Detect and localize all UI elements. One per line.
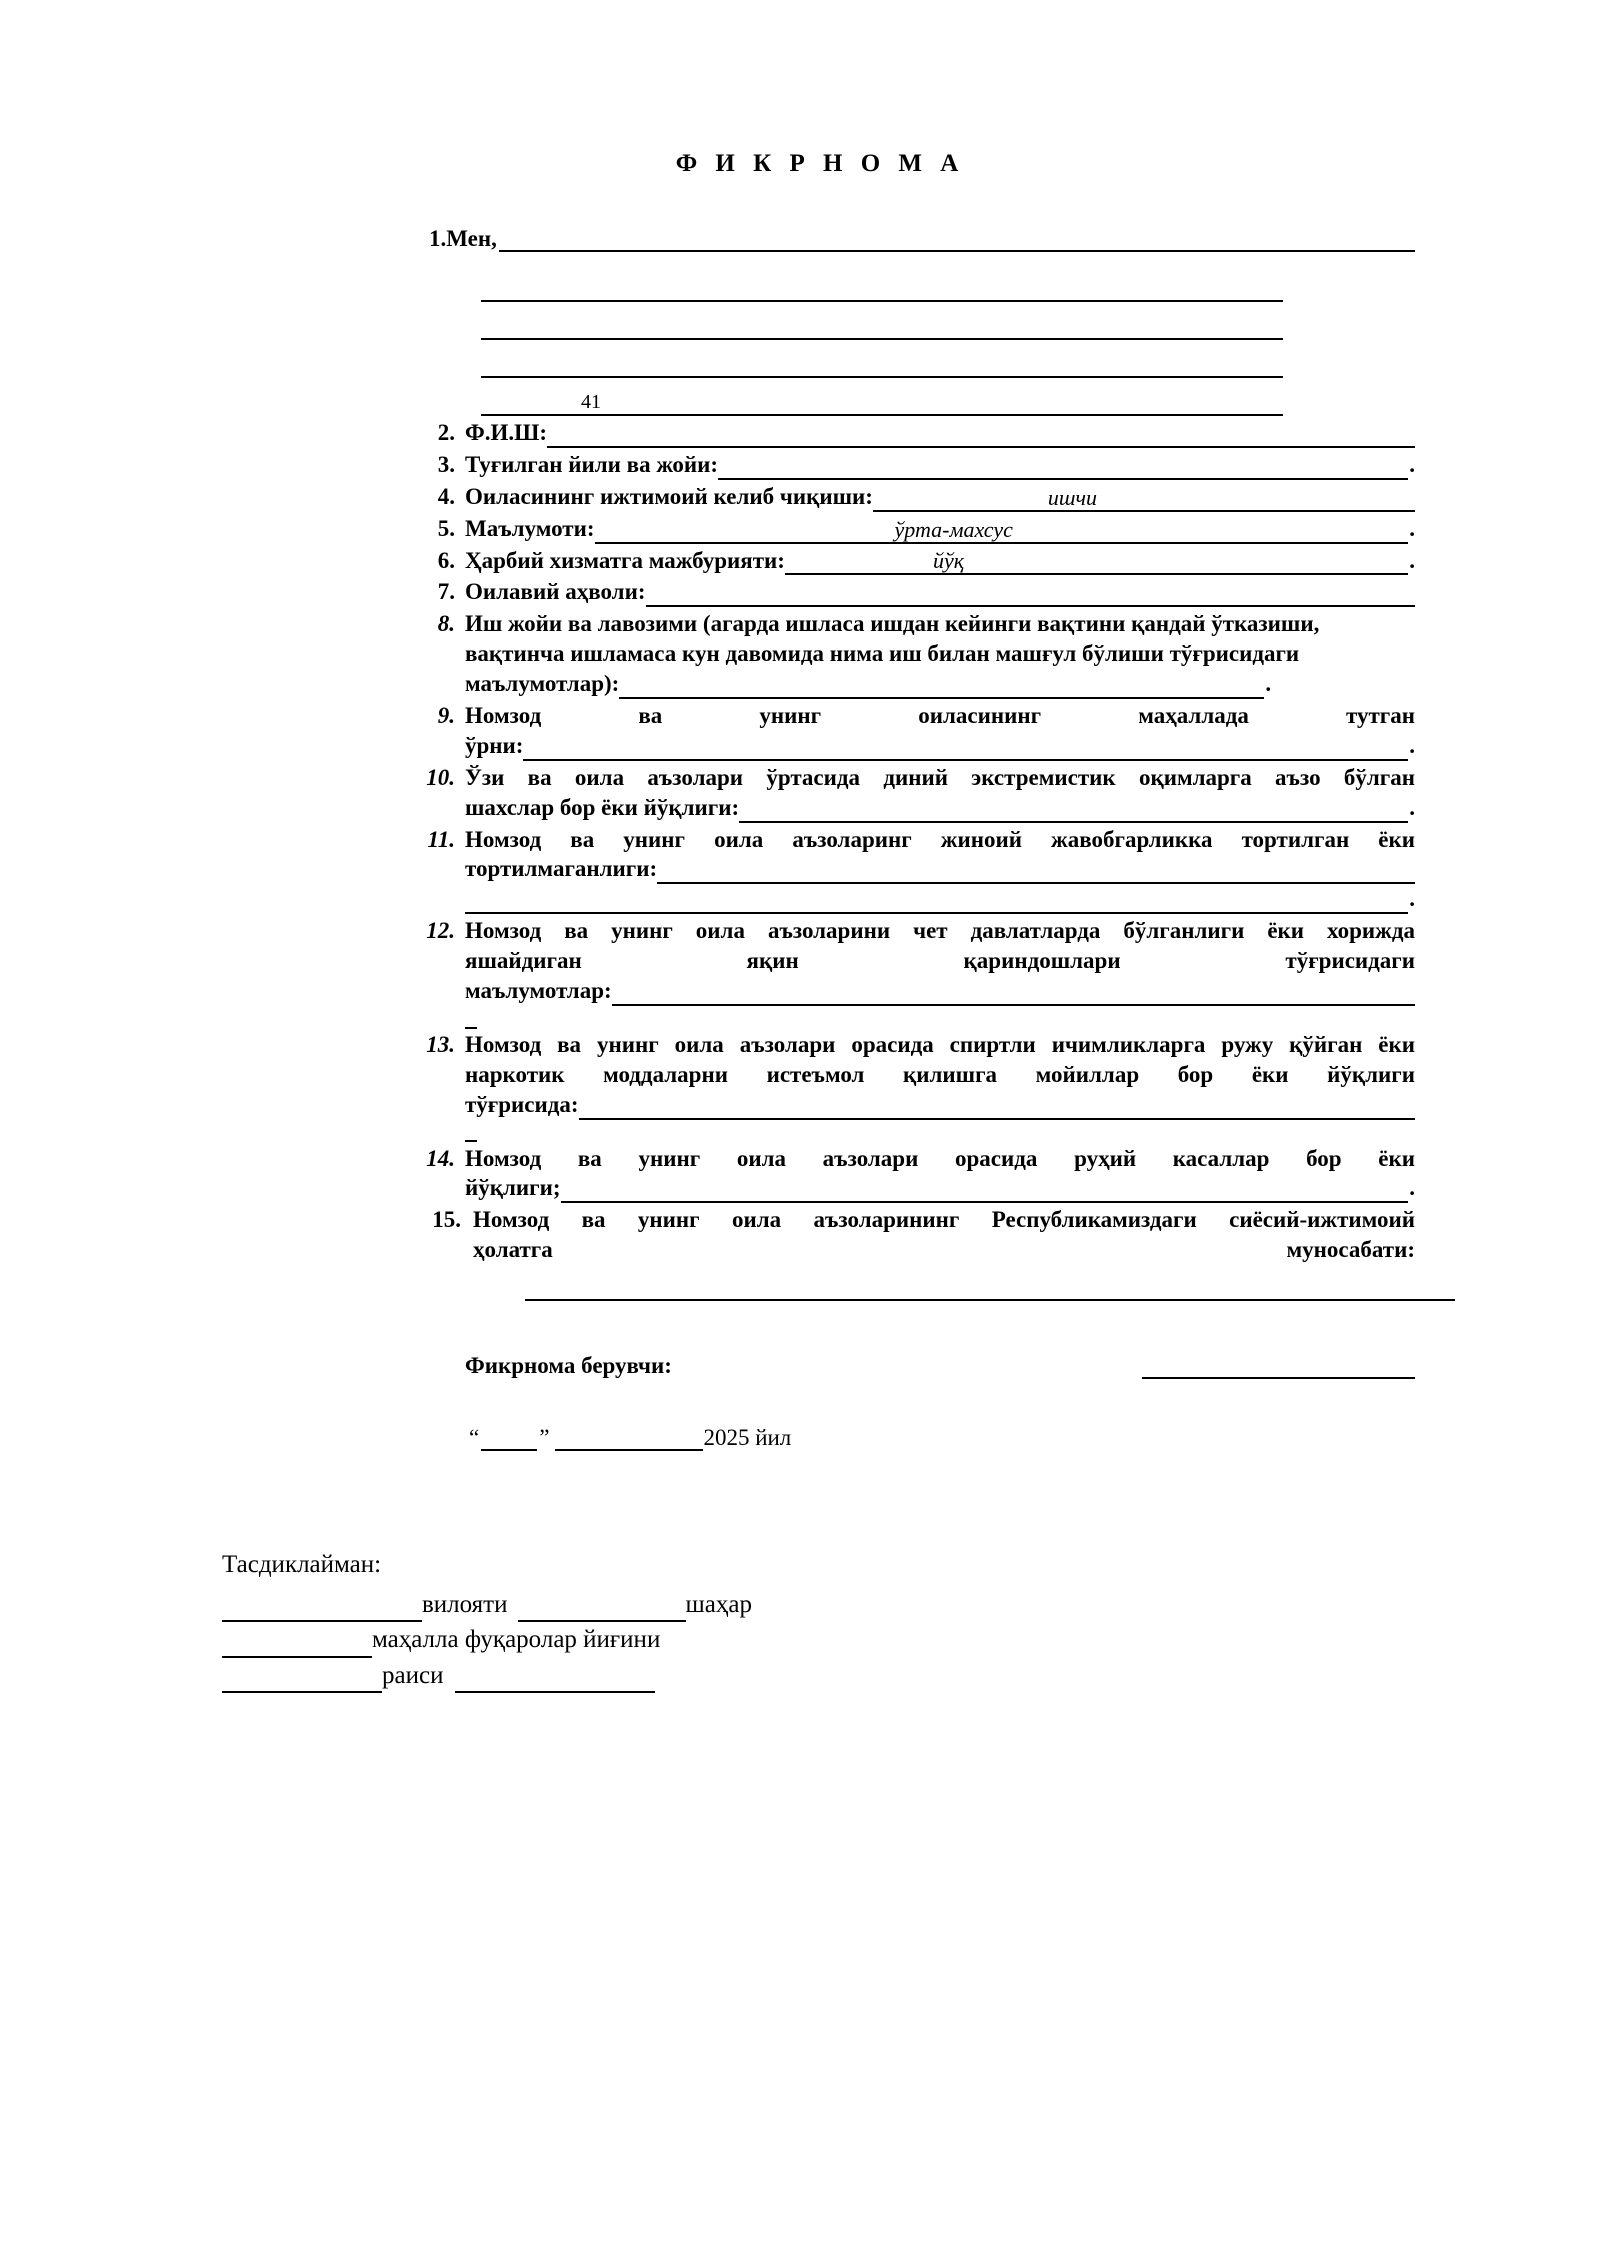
item-14-number: 14. — [426, 1145, 455, 1171]
form-items-list — [403, 418, 1415, 1301]
item-12-line-2: яшайдиган яқин қариндошлари тўғрисидаги — [465, 948, 1415, 974]
item-11-line-1: Номзод ва унинг оила аъзоларинг жиноий жавобгарликка тортилган ёки — [465, 826, 1415, 852]
certify-chair-input[interactable] — [222, 1666, 382, 1693]
item-9-label: ўрни: — [465, 732, 524, 758]
item-14-input-rule[interactable] — [561, 1177, 1409, 1203]
certify-mahalla-input[interactable] — [222, 1631, 372, 1658]
item-5-number: 5. — [437, 515, 455, 541]
form-field-workplace[interactable] — [465, 669, 1415, 699]
item-13-line-1: Номзод ва унинг оила аъзолари орасида спиртли ичимликларга ружу қўйган ёки — [465, 1031, 1415, 1057]
form-field-abroad[interactable] — [465, 976, 1415, 1006]
item-6-tail: . — [1409, 547, 1415, 573]
form-field-marital[interactable] — [465, 577, 1415, 607]
item-11-tail: . — [1409, 886, 1415, 912]
item-3-input-rule[interactable] — [718, 454, 1408, 480]
blank-rule-2[interactable] — [481, 302, 1283, 340]
item-11-input-rule-2[interactable] — [465, 888, 1408, 914]
item-5-tail: . — [1409, 515, 1415, 541]
form-body — [185, 226, 1415, 1451]
item-12-dot-rule — [465, 1006, 477, 1029]
item-6-input-rule[interactable] — [785, 549, 1408, 575]
certify-title: Тасдиклайман: — [222, 1551, 382, 1579]
form-item-14 — [403, 1144, 1415, 1204]
item-14-tail: . — [1409, 1175, 1415, 1201]
item-13-label: тўғрисида: — [465, 1091, 579, 1117]
form-item-10 — [403, 763, 1415, 823]
form-item-5 — [403, 514, 1415, 544]
item-8-line-1: Иш жойи ва лавозими (агарда ишласа ишдан кейинги вақтини қандай ўтказиши, — [465, 611, 1320, 637]
item-1-label: Мен, — [446, 226, 497, 251]
item-2-label: Ф.И.Ш: — [465, 420, 548, 445]
item-10-label: шахслар бор ёки йўқлиги: — [465, 794, 740, 820]
form-field-fio[interactable] — [465, 418, 1415, 448]
form-field-mental-health[interactable] — [465, 1173, 1415, 1203]
form-item-3 — [403, 450, 1415, 480]
item-15-spacer — [553, 1241, 1286, 1265]
form-item-13 — [403, 1030, 1415, 1142]
certify-line-mahalla — [222, 1622, 1600, 1658]
item-7-number: 7. — [437, 579, 455, 605]
date-close-quote: ” — [539, 1425, 550, 1451]
form-field-mahalla-role[interactable] — [465, 731, 1415, 761]
item-6-number: 6. — [437, 547, 455, 573]
certification-block — [0, 1547, 1600, 1693]
item-8-input-rule[interactable] — [619, 673, 1264, 699]
item-13-line-2: наркотик моддаларни истеъмол қилишга мойиллар бор ёки йўқлиги — [465, 1061, 1415, 1087]
signature-input-rule[interactable] — [1142, 1367, 1415, 1379]
form-item-15 — [403, 1205, 1415, 1301]
item-13-trailing-dot — [465, 1120, 1415, 1142]
certify-city-label: шаҳар — [685, 1590, 752, 1618]
item-9-tail: . — [1409, 732, 1415, 758]
item-12-trailing-dot — [465, 1006, 1415, 1028]
item-11-continuation[interactable] — [465, 884, 1415, 914]
date-open-quote: “ — [469, 1425, 480, 1451]
item-12-number: 12. — [426, 918, 455, 944]
item-2-number: 2. — [437, 420, 455, 445]
form-item-4 — [403, 482, 1415, 512]
item-11-number: 11. — [427, 826, 455, 852]
item-4-value: ишчи — [1047, 484, 1098, 510]
form-field-education[interactable] — [465, 514, 1415, 544]
item-10-input-rule[interactable] — [739, 796, 1408, 822]
item-7-label: Оилавий аҳволи: — [465, 579, 646, 605]
item-7-input-rule[interactable] — [646, 581, 1416, 607]
form-item-6 — [403, 546, 1415, 576]
signature-label: Фикрнома берувчи: — [465, 1353, 672, 1379]
item-3-tail: . — [1409, 451, 1415, 477]
certify-chair-label: раиси — [382, 1661, 444, 1689]
item-6-value: йўқ — [932, 548, 964, 574]
item-10-line-1: Ўзи ва оила аъзолари ўртасида диний экстремистик оқимларга аъзо бўлган — [465, 764, 1415, 790]
item-11-input-rule[interactable] — [657, 858, 1415, 884]
form-field-substance[interactable] — [465, 1090, 1415, 1120]
form-field-criminal[interactable] — [465, 854, 1415, 884]
item-2-input-rule[interactable] — [547, 422, 1415, 448]
item-5-input-rule[interactable] — [595, 517, 1409, 543]
item-12-input-rule[interactable] — [612, 980, 1415, 1006]
item-14-line-1: Номзод ва унинг оила аъзолари орасида руҳий касаллар бор ёки — [465, 1145, 1415, 1171]
item-13-input-rule[interactable] — [579, 1093, 1415, 1119]
form-item-8 — [403, 609, 1415, 699]
date-day-input[interactable] — [481, 1426, 537, 1451]
blank-rule-3[interactable] — [481, 340, 1283, 378]
certify-line-region — [222, 1587, 1600, 1623]
item-15-right-label: муносабати: — [1286, 1237, 1415, 1263]
item-11-label: тортилмаганлиги: — [465, 856, 658, 882]
item-12-line-1: Номзод ва унинг оила аъзоларини чет давлатларда бўлганлиги ёки хорижда — [465, 918, 1415, 944]
item-4-label: Оиласининг ижтимоий келиб чиқиши: — [465, 483, 873, 509]
certify-chair-sign-input[interactable] — [455, 1666, 655, 1693]
form-field-men[interactable] — [403, 226, 1415, 252]
form-item-9 — [403, 701, 1415, 761]
date-month-input[interactable] — [555, 1426, 703, 1451]
certify-region-input[interactable] — [222, 1595, 422, 1622]
item-9-input-rule[interactable] — [523, 735, 1408, 761]
form-field-military[interactable] — [465, 546, 1415, 576]
item-4-number: 4. — [437, 483, 455, 509]
item-13-dot-rule — [465, 1120, 477, 1143]
form-item-11 — [403, 825, 1415, 915]
item-9-number: 9. — [437, 703, 455, 729]
item-8-line-2: вақтинча ишламаса кун давомида нима иш билан машғул бўлиши тўғрисидаги — [465, 641, 1300, 667]
signature-row — [403, 1353, 1415, 1379]
date-year-label: 2025 йил — [703, 1425, 792, 1451]
item-3-number: 3. — [437, 451, 455, 477]
form-field-birth[interactable] — [465, 450, 1415, 480]
certify-region-label: вилояти — [422, 1590, 508, 1618]
item-15-line-1: Номзод ва унинг оила аъзоларининг Республикамиздаги сиёсий-ижтимоий — [473, 1207, 1415, 1233]
form-item-7 — [403, 577, 1415, 607]
certify-line-chair — [222, 1658, 1600, 1694]
form-item-12 — [403, 916, 1415, 1028]
blank-rule-4[interactable] — [481, 378, 1283, 416]
form-field-social-origin[interactable] — [465, 482, 1415, 512]
item-15-input-rule[interactable] — [525, 1265, 1455, 1301]
item-4-input-rule[interactable] — [873, 486, 1415, 512]
date-row — [403, 1425, 1415, 1451]
item-10-tail: . — [1409, 794, 1415, 820]
blank-rule-1[interactable] — [481, 264, 1283, 302]
item-14-label: йўқлиги; — [465, 1175, 561, 1201]
form-item-2 — [403, 418, 1415, 448]
item-9-line-1: Номзод ва унинг оиласининг маҳаллада тутган — [465, 703, 1415, 729]
item-12-label: маълумотлар: — [465, 978, 612, 1004]
certify-city-input[interactable] — [518, 1595, 686, 1622]
page-title: Ф И К Р Н О М А — [675, 150, 965, 177]
item-15-number: 15. — [432, 1207, 461, 1233]
item-15-label: ҳолатга — [473, 1237, 553, 1263]
item-8-label: маълумотлар): — [465, 671, 620, 697]
item-8-tail: . — [1265, 671, 1272, 697]
certify-mahalla-label: маҳалла фуқаролар йиғини — [372, 1626, 661, 1654]
item-10-number: 10. — [426, 764, 455, 790]
item-5-label: Маълумоти: — [465, 515, 595, 541]
item-3-label: Туғилган йили ва жойи: — [465, 451, 719, 477]
item-5-value: ўрта-махсус — [894, 516, 1013, 542]
stray-number-41: 41 — [581, 391, 601, 413]
item-1-input-rule[interactable] — [499, 228, 1415, 252]
item-6-label: Ҳарбий хизматга мажбурияти: — [465, 547, 785, 573]
item-15-line-2 — [473, 1235, 1415, 1265]
item-1-number: 1. — [429, 226, 447, 251]
item-8-number: 8. — [437, 611, 455, 637]
item-13-number: 13. — [426, 1031, 455, 1057]
form-field-extremism[interactable] — [465, 793, 1415, 823]
